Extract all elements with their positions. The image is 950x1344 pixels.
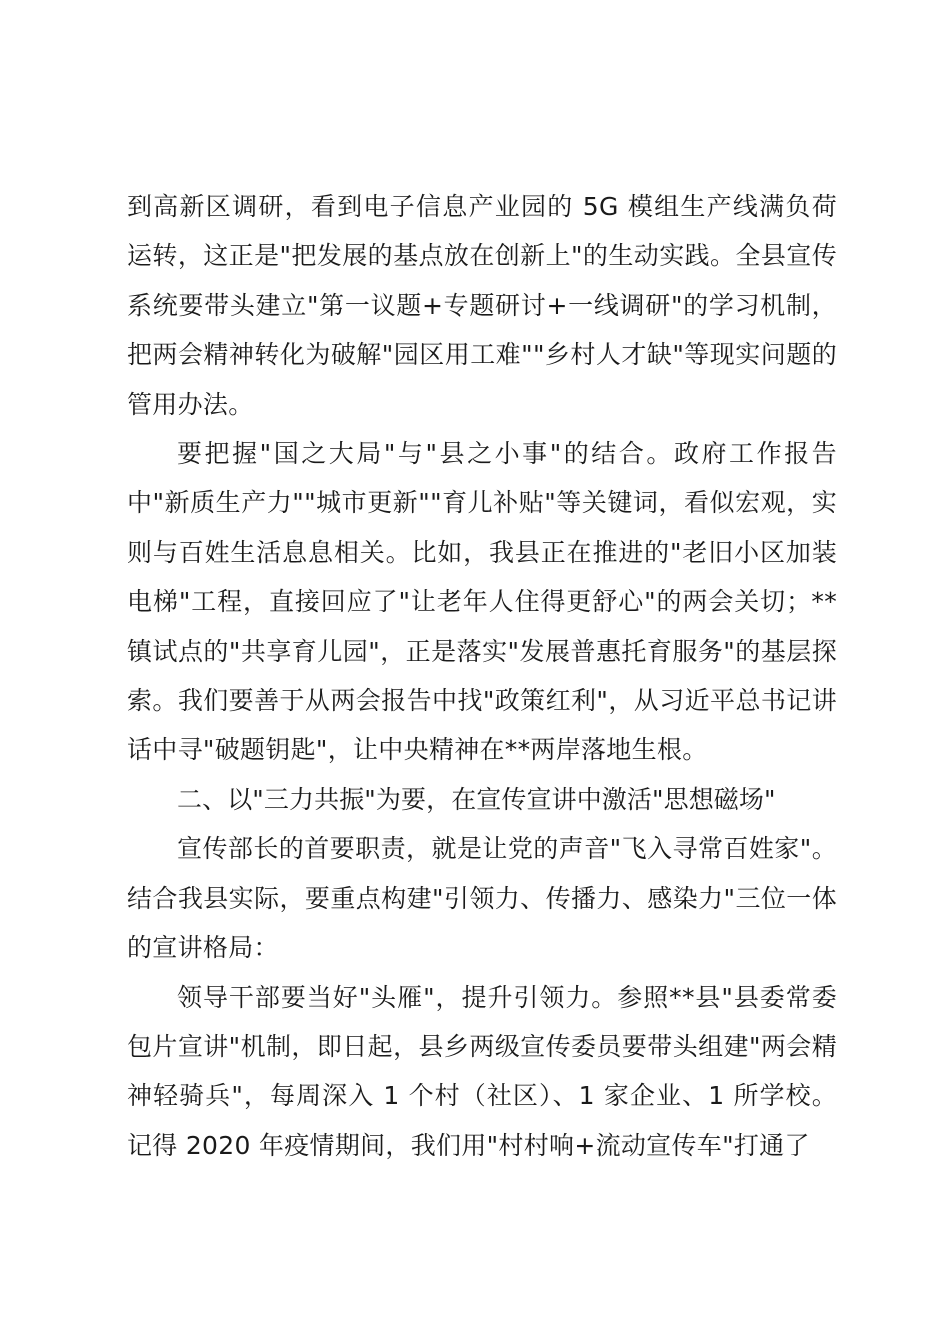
section-heading: 二、以"三力共振"为要，在宣传宣讲中激活"思想磁场" [177,784,776,814]
body-paragraph: 到高新区调研，看到电子信息产业园的 5G 模组生产线满负荷运转，这正是"把发展的基点放在创新上"的生动实践。全县宣传系统要带头建立"第一议题+专题研讨+一线调研"的学习机制，把两会精神转化为破解"园区用工难""乡村人才缺"等现实问题的管用办法。 [127,192,837,419]
body-paragraph: 宣传部长的首要职责，就是让党的声音"飞入寻常百姓家"。结合我县实际，要重点构建"引领力、传播力、感染力"三位一体的宣讲格局： [127,834,837,963]
document-body [127,182,837,1170]
body-paragraph: 领导干部要当好"头雁"，提升引领力。参照**县"县委常委包片宣讲"机制，即日起，县乡两级宣传委员要带头组建"两会精神轻骑兵"，每周深入 1 个村（社区）、1 家企业、1 所学校。记得 2020 年疫情期间，我们用"村村响+流动宣传车"打通了 [127,982,837,1160]
body-paragraph: 要把握"国之大局"与"县之小事"的结合。政府工作报告中"新质生产力""城市更新""育儿补贴"等关键词，看似宏观，实则与百姓生活息息相关。比如，我县正在推进的"老旧小区加装电梯"工程，直接回应了"让老年人住得更舒心"的两会关切；**镇试点的"共享育儿园"，正是落实"发展普惠托育服务"的基层探索。我们要善于从两会报告中找"政策红利"，从习近平总书记讲话中寻"破题钥匙"，让中央精神在**两岸落地生根。 [127,439,837,765]
